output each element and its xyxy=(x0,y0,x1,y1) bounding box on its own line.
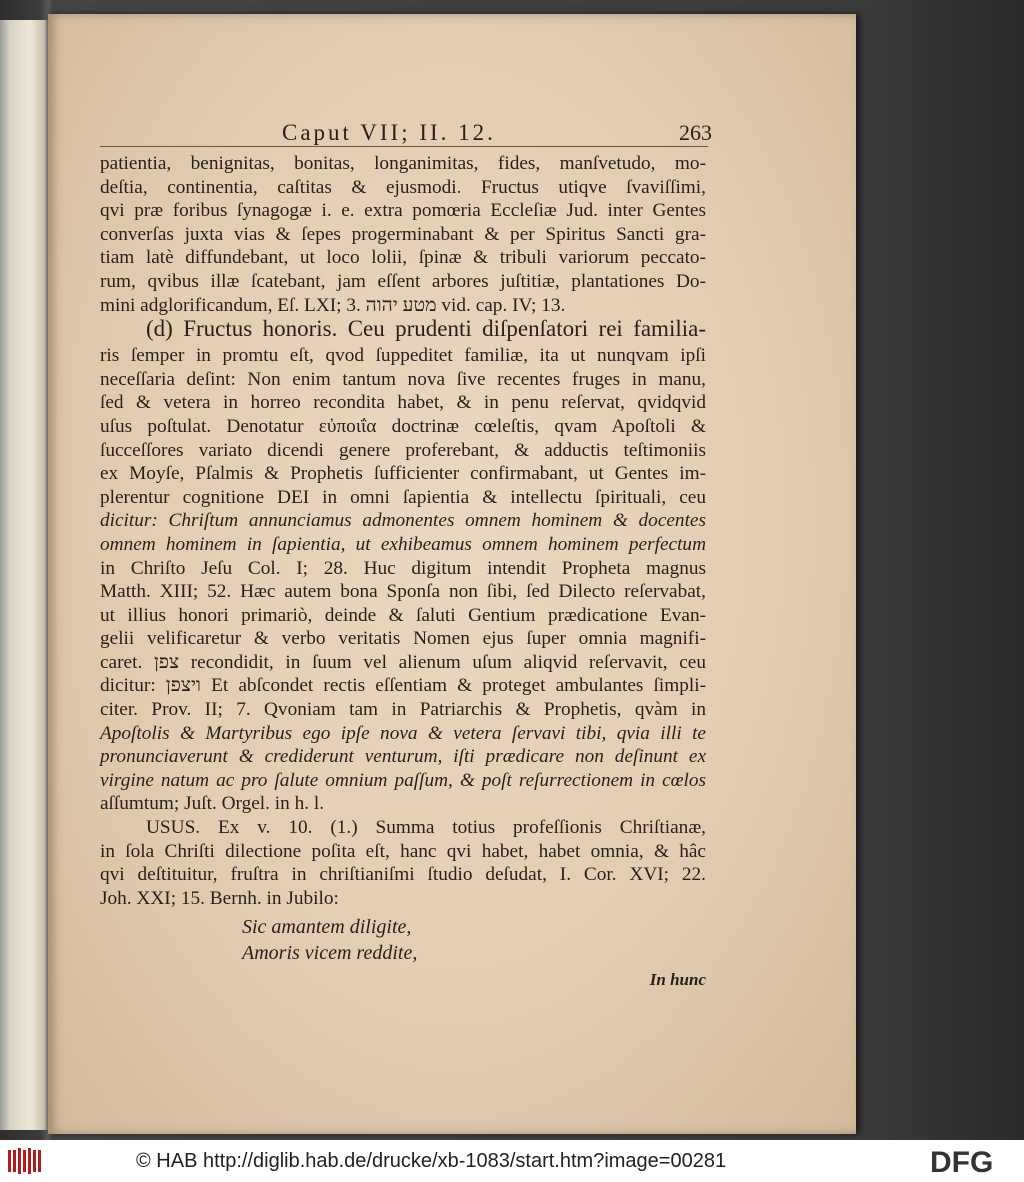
text-line: in Chriſto Jeſu Col. I; 28. Huc digitum intendit Propheta magnus xyxy=(100,557,706,579)
previous-page-edge xyxy=(0,20,48,1130)
verse-line: Sic amantem diligite, xyxy=(242,916,412,939)
text-line: caret. צפן recondidit, in ſuum vel alienum uſum aliqvid reſervavit, ceu xyxy=(100,651,707,673)
header-rule xyxy=(100,146,708,147)
footer-bar xyxy=(0,1140,1024,1182)
text-line: Apoſtolis & Martyribus ego ipſe nova & vetera ſervavi tibi, qvia illi te xyxy=(100,722,706,744)
text-line: uſus poſtulat. Denotatur εὐποιΐα doctrinæ cœleſtis, qvam Apoſtoli & xyxy=(100,415,706,437)
text-line: aſſumtum; Juſt. Orgel. in h. l. xyxy=(100,793,325,815)
text-line: ris ſemper in promtu eſt, qvod ſuppeditet familiæ, ita ut nunqvam ipſi xyxy=(100,345,706,367)
text-line: qvi deſtituitur, fruſtra in chriſtianiſmi ſtudio deſudat, I. Cor. XVI; 22. xyxy=(100,864,706,886)
text-line: deſtia, continentia, caſtitas & ejusmodi. Fructus utiqve ſvaviſſimi, xyxy=(100,176,706,198)
footer-credit: © HAB http://diglib.hab.de/drucke/xb-1083/start.htm?image=00281 xyxy=(136,1150,727,1172)
text-line: ſed & vetera in horreo recondita habet, & in penu reſervat, qvidqvid xyxy=(100,392,706,414)
page-number: 263 xyxy=(679,120,712,145)
text-line: gelii velificaretur & verbo veritatis Nomen ejus ſuper omnia magnifi- xyxy=(100,628,706,650)
text-line: tiam latè diffundebant, ut loco lolii, ſpinæ & tribuli variorum peccato- xyxy=(100,247,706,269)
text-line: rum, qvibus illæ ſcatebant, jam eſſent arbores juſtitiæ, plantationes Do- xyxy=(100,270,706,292)
dfg-logo xyxy=(930,1146,1016,1176)
text-line: ſucceſſores variato dicendi genere proferebant, & adductis teſtimoniis xyxy=(100,439,706,461)
text-line: ut illius honori primariò, deinde & ſaluti Gentium prædicatione Evan- xyxy=(100,604,706,626)
text-line: citer. Prov. II; 7. Qvoniam tam in Patriarchis & Prophetis, qvàm in xyxy=(100,699,706,721)
page-body xyxy=(100,152,706,994)
text-line: neceſſaria deſint: Non enim tantum nova ſive recentes fruges in manu, xyxy=(100,368,706,390)
text-line: in ſola Chriſti dilectione poſita eſt, hanc qvi habet, habet omnia, & hâc xyxy=(100,840,706,862)
text-line: pronunciaverunt & crediderunt venturum, iſti prædicare non deſinunt ex xyxy=(100,746,706,768)
text-line: qvi præ foribus ſynagogæ i. e. extra pomœria Eccleſiæ Jud. inter Gentes xyxy=(100,200,706,222)
dfg-logo-text: DFG xyxy=(930,1146,994,1176)
text-line: dicitur: Chriſtum annunciamus admonentes omnem hominem & docentes xyxy=(100,510,706,532)
text-line: mini adglorificandum, Eſ. LXI; 3. מטע יהוה vid. cap. IV; 13. xyxy=(100,294,566,316)
catchword: In hunc xyxy=(649,970,706,990)
section-heading-line: (d) Fructus honoris. Ceu prudenti diſpenſatori rei familia- xyxy=(146,316,706,342)
text-line: Joh. XXI; 15. Bernh. in Jubilo: xyxy=(100,887,339,909)
text-line: dicitur: ויצפן Et abſcondet rectis eſſentiam & proteget ambulantes ſimpli- xyxy=(100,675,707,697)
verse-line: Amoris vicem reddite, xyxy=(242,942,418,965)
running-header xyxy=(282,120,712,152)
text-line: ex Moyſe, Pſalmis & Prophetis ſufficienter confirmabant, ut Gentes im- xyxy=(100,463,706,485)
text-line: converſas juxta vias & ſepes progerminabant & per Spiritus Sancti gra- xyxy=(100,223,706,245)
usus-heading-line: USUS. Ex v. 10. (1.) Summa totius profeſſionis Chriſtianæ, xyxy=(146,817,706,839)
text-line: plerentur cognitione DEI in omni ſapientia & intellectu ſpirituali, ceu xyxy=(100,486,706,508)
hab-library-icon xyxy=(6,1146,46,1176)
text-line: patientia, benignitas, bonitas, longanimitas, fides, manſvetudo, mo- xyxy=(100,153,706,174)
text-line: omnem hominem in ſapientia, ut exhibeamus omnem hominem perfectum xyxy=(100,533,706,555)
chapter-title: Caput VII; II. 12. xyxy=(282,120,496,145)
catchword-line xyxy=(100,968,706,994)
text-line: Matth. XIII; 52. Hæc autem bona Sponſa non ſibi, ſed Dilecto reſervabat, xyxy=(100,581,706,603)
text-line: virgine natum ac pro ſalute omnium paſſum, & poſt reſurrectionem in cœlos xyxy=(100,769,706,791)
